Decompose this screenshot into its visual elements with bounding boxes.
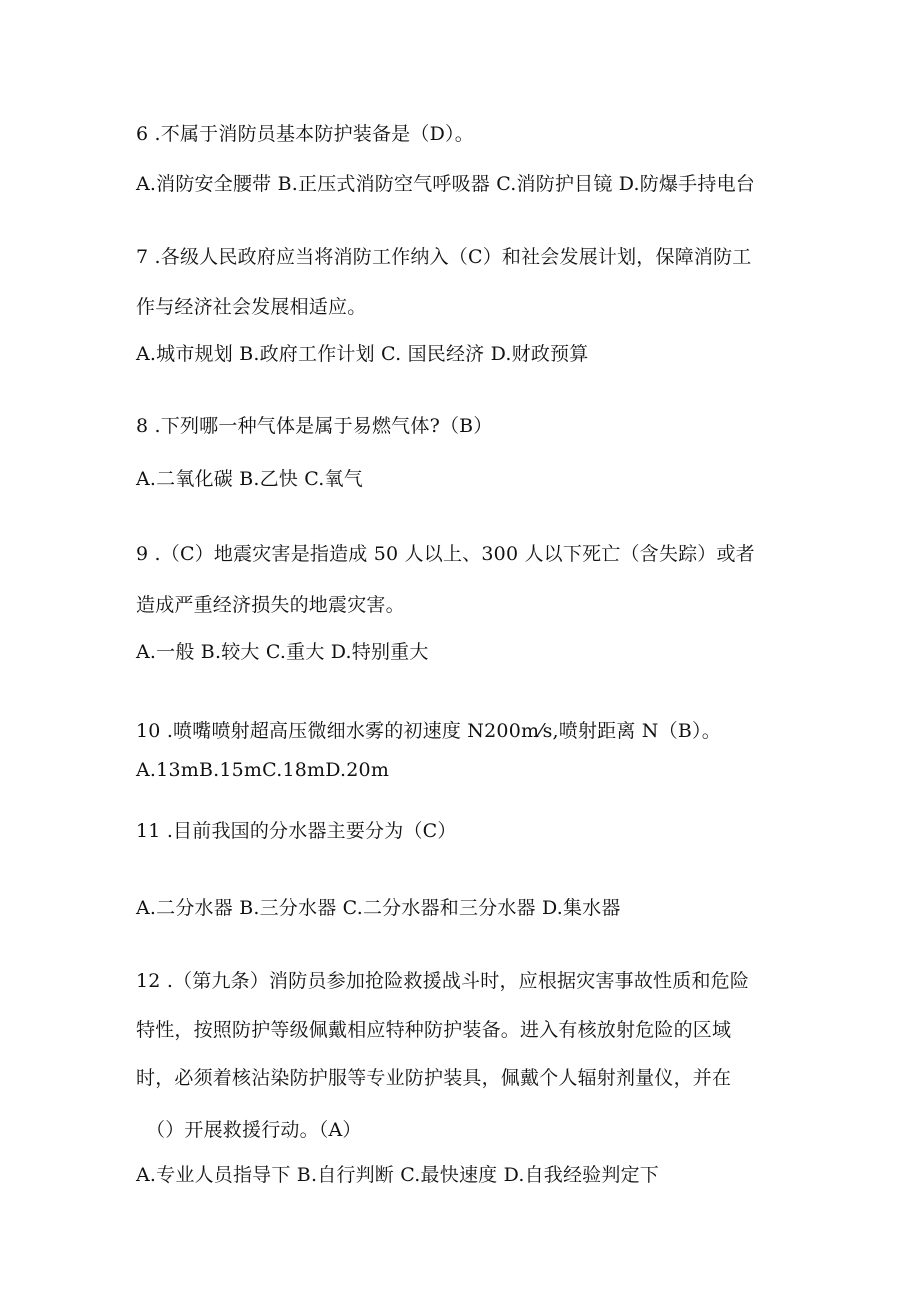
question-12-text-line-4: （）开展救援行动。（A） [146, 1119, 362, 1141]
question-9-options: A.一般 B.较大 C.重大 D.特别重大 [136, 641, 429, 663]
question-6-options: A.消防安全腰带 B.正压式消防空气呼吸器 C.消防护目镜 D.防爆手持电台 [136, 173, 755, 195]
question-8-text: 8 .下列哪一种气体是属于易燃气体?（B） [136, 415, 493, 437]
question-11-options: A.二分水器 B.三分水器 C.二分水器和三分水器 D.集水器 [136, 897, 621, 919]
question-9-text-line-1: 9 .（C）地震灾害是指造成 50 人以上、300 人以下死亡（含失踪）或者 [136, 543, 755, 565]
question-12-text-line-1: 12 .（第九条）消防员参加抢险救援战斗时，应根据灾害事故性质和危险 [136, 970, 750, 992]
question-10-options: A.13mB.15mC.18mD.20m [136, 759, 390, 781]
question-7-text-line-2: 作与经济社会发展相适应。 [136, 296, 367, 318]
question-12-text-line-2: 特性，按照防护等级佩戴相应特种防护装备。进入有核放射危险的区域 [136, 1019, 732, 1041]
question-9-text-line-2: 造成严重经济损失的地震灾害。 [136, 594, 405, 616]
question-12-text-line-3: 时，必须着核沾染防护服等专业防护装具，佩戴个人辐射剂量仪，并在 [136, 1067, 732, 1089]
question-10-text: 10 .喷嘴喷射超高压微细水雾的初速度 N200m⁄s,喷射距离 N（B）。 [136, 720, 721, 742]
question-8-options: A.二氧化碳 B.乙快 C.氧气 [136, 468, 363, 490]
question-7-text-line-1: 7 .各级人民政府应当将消防工作纳入（C）和社会发展计划，保障消防工 [136, 246, 752, 268]
question-12-options: A.专业人员指导下 B.自行判断 C.最快速度 D.自我经验判定下 [136, 1164, 659, 1186]
question-11-text: 11 .目前我国的分水器主要分为（C） [136, 820, 457, 842]
question-6-text: 6 .不属于消防员基本防护装备是（D）。 [136, 123, 474, 145]
question-7-options: A.城市规划 B.政府工作计划 C. 国民经济 D.财政预算 [136, 343, 589, 365]
